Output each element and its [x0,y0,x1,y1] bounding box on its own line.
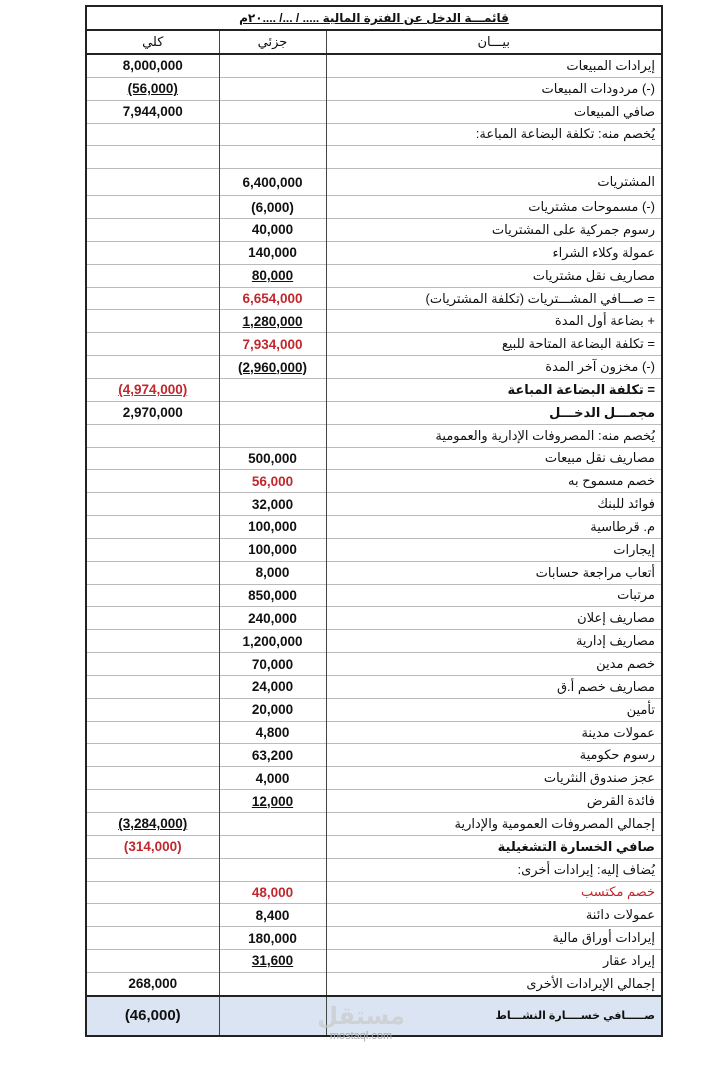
total-cell [87,630,219,653]
total-cell [87,447,219,470]
description-cell: مصاريف إعلان [326,607,661,630]
total-cell [87,241,219,264]
table-row [87,744,661,767]
partial-cell [219,77,326,100]
total-cell [87,767,219,790]
table-row [87,972,661,995]
partial-cell: 12,000 [219,790,326,813]
total-cell [87,424,219,447]
partial-cell [219,835,326,858]
table-row [87,447,661,470]
description-cell: يُخصم منه: المصروفات الإدارية والعمومية [326,424,661,447]
partial-cell: 40,000 [219,219,326,242]
description-cell: خصم مكتسب [326,881,661,904]
partial-cell: 240,000 [219,607,326,630]
description-cell: إيجارات [326,538,661,561]
table-row [87,401,661,424]
total-cell [87,744,219,767]
description-cell: (-) مردودات المبيعات [326,77,661,100]
partial-cell: 8,000 [219,561,326,584]
description-cell: = صـــافي المشـــتريات (تكلفة المشتريات) [326,287,661,310]
partial-cell: 20,000 [219,698,326,721]
column-header-partial: جزئي [219,31,326,54]
description-cell: إجمالي الإيرادات الأخرى [326,972,661,995]
partial-cell: 140,000 [219,241,326,264]
table-row [87,538,661,561]
description-cell: مصاريف إدارية [326,630,661,653]
total-cell [87,356,219,379]
total-cell [87,146,219,169]
total-cell [87,653,219,676]
total-cell: (4,974,000) [87,378,219,401]
partial-cell: 6,400,000 [219,169,326,196]
description-cell: خصم مدين [326,653,661,676]
total-cell [87,675,219,698]
total-cell [87,858,219,881]
total-cell [87,219,219,242]
total-cell [87,904,219,927]
partial-cell: 1,280,000 [219,310,326,333]
partial-cell: 63,200 [219,744,326,767]
total-cell: 7,944,000 [87,100,219,123]
partial-cell: 850,000 [219,584,326,607]
description-cell: فوائد للبنك [326,493,661,516]
table-row [87,77,661,100]
table-row [87,493,661,516]
description-cell: صافي المبيعات [326,100,661,123]
table-row [87,927,661,950]
description-cell: إيرادات المبيعات [326,54,661,77]
partial-cell [219,858,326,881]
partial-cell [219,146,326,169]
table-row [87,333,661,356]
partial-cell [219,123,326,146]
total-cell [87,698,219,721]
partial-cell: 70,000 [219,653,326,676]
table-row [87,950,661,973]
description-cell: مصاريف خصم أ.ق [326,675,661,698]
description-cell: مصاريف نقل مشتريات [326,264,661,287]
partial-cell: 32,000 [219,493,326,516]
partial-cell: 7,934,000 [219,333,326,356]
description-cell: فائدة القرض [326,790,661,813]
total-cell [87,333,219,356]
total-cell: (56,000) [87,77,219,100]
description-cell: = تكلفة البضاعة المباعة [326,378,661,401]
description-cell: (-) مخزون آخر المدة [326,356,661,379]
total-cell [87,881,219,904]
table-row [87,241,661,264]
table-row [87,835,661,858]
total-cell [87,950,219,973]
description-cell: صافي الخسارة التشغيلية [326,835,661,858]
partial-cell: 48,000 [219,881,326,904]
table-row [87,287,661,310]
total-cell [87,310,219,333]
table-row [87,767,661,790]
description-cell: عمولات مدينة [326,721,661,744]
total-cell [87,264,219,287]
table-row [87,516,661,539]
description-cell: المشتريات [326,169,661,196]
partial-cell [219,54,326,77]
description-cell: رسوم جمركية على المشتريات [326,219,661,242]
total-cell [87,196,219,219]
table-row [87,653,661,676]
description-cell [326,146,661,169]
description-cell: إيراد عقار [326,950,661,973]
column-header-description: بيـــان [326,31,661,54]
net-loss-label: صـــــافي خســــارة النشـــاط [326,996,661,1035]
total-cell [87,123,219,146]
table-row [87,100,661,123]
partial-cell [219,813,326,836]
total-cell: (3,284,000) [87,813,219,836]
total-cell [87,607,219,630]
partial-cell [219,378,326,401]
table-row [87,470,661,493]
net-loss-row [87,996,661,1035]
partial-cell: 500,000 [219,447,326,470]
partial-cell: (2,960,000) [219,356,326,379]
table-row [87,146,661,169]
partial-cell: 180,000 [219,927,326,950]
income-statement-table [87,31,661,1035]
total-cell [87,169,219,196]
description-cell: + بضاعة أول المدة [326,310,661,333]
description-cell: رسوم حكومية [326,744,661,767]
description-cell: إجمالي المصروفات العمومية والإدارية [326,813,661,836]
description-cell: يُخصم منه: تكلفة البضاعة المباعة: [326,123,661,146]
total-cell: (314,000) [87,835,219,858]
partial-cell: 4,000 [219,767,326,790]
partial-cell: 100,000 [219,538,326,561]
table-row [87,561,661,584]
partial-cell: 1,200,000 [219,630,326,653]
table-row [87,698,661,721]
total-cell: 268,000 [87,972,219,995]
income-statement-sheet [85,5,663,1037]
description-cell: م. قرطاسية [326,516,661,539]
total-cell: 2,970,000 [87,401,219,424]
table-row [87,790,661,813]
partial-cell: 8,400 [219,904,326,927]
table-row [87,721,661,744]
table-row [87,858,661,881]
description-cell: إيرادات أوراق مالية [326,927,661,950]
column-header-total: كلي [87,31,219,54]
total-cell [87,493,219,516]
table-row [87,54,661,77]
watermark-latin: mostaql.com [329,1030,393,1042]
partial-cell: 100,000 [219,516,326,539]
net-loss-total: (46,000) [87,996,219,1035]
description-cell: عجز صندوق النثريات [326,767,661,790]
partial-cell: 6,654,000 [219,287,326,310]
table-row [87,881,661,904]
table-row [87,310,661,333]
description-cell: مرتبات [326,584,661,607]
net-loss-partial [219,996,326,1035]
table-row [87,607,661,630]
column-header-row [87,31,661,54]
total-cell [87,470,219,493]
description-cell: خصم مسموح به [326,470,661,493]
table-row [87,904,661,927]
partial-cell: 31,600 [219,950,326,973]
partial-cell: 4,800 [219,721,326,744]
partial-cell [219,401,326,424]
description-cell: = تكلفة البضاعة المتاحة للبيع [326,333,661,356]
description-cell: عمولات دائنة [326,904,661,927]
table-row [87,356,661,379]
watermark-arabic: مستقل [317,1003,405,1030]
table-row [87,219,661,242]
partial-cell: 24,000 [219,675,326,698]
table-row [87,123,661,146]
partial-cell [219,100,326,123]
description-cell: عمولة وكلاء الشراء [326,241,661,264]
table-row [87,675,661,698]
description-cell: أتعاب مراجعة حسابات [326,561,661,584]
total-cell [87,561,219,584]
partial-cell: (6,000) [219,196,326,219]
partial-cell: 80,000 [219,264,326,287]
description-cell: تأمين [326,698,661,721]
table-row [87,630,661,653]
total-cell [87,721,219,744]
table-row [87,378,661,401]
table-row [87,196,661,219]
total-cell: 8,000,000 [87,54,219,77]
description-cell: مصاريف نقل مبيعات [326,447,661,470]
total-cell [87,790,219,813]
partial-cell: 56,000 [219,470,326,493]
table-row [87,813,661,836]
partial-cell [219,972,326,995]
statement-rows [87,54,661,996]
table-row [87,424,661,447]
statement-title: قائمـــة الدخل عن الفترة المالية ..... / .../ ....٢٠م [239,11,509,25]
partial-cell [219,424,326,447]
description-cell: يُضاف إليه: إيرادات أخرى: [326,858,661,881]
table-row [87,264,661,287]
total-cell [87,287,219,310]
table-row [87,584,661,607]
description-cell: مجمـــل الدخـــل [326,401,661,424]
statement-title-row [87,7,661,31]
total-cell [87,516,219,539]
total-cell [87,584,219,607]
total-cell [87,927,219,950]
table-row [87,169,661,196]
description-cell: (-) مسموحات مشتريات [326,196,661,219]
total-cell [87,538,219,561]
